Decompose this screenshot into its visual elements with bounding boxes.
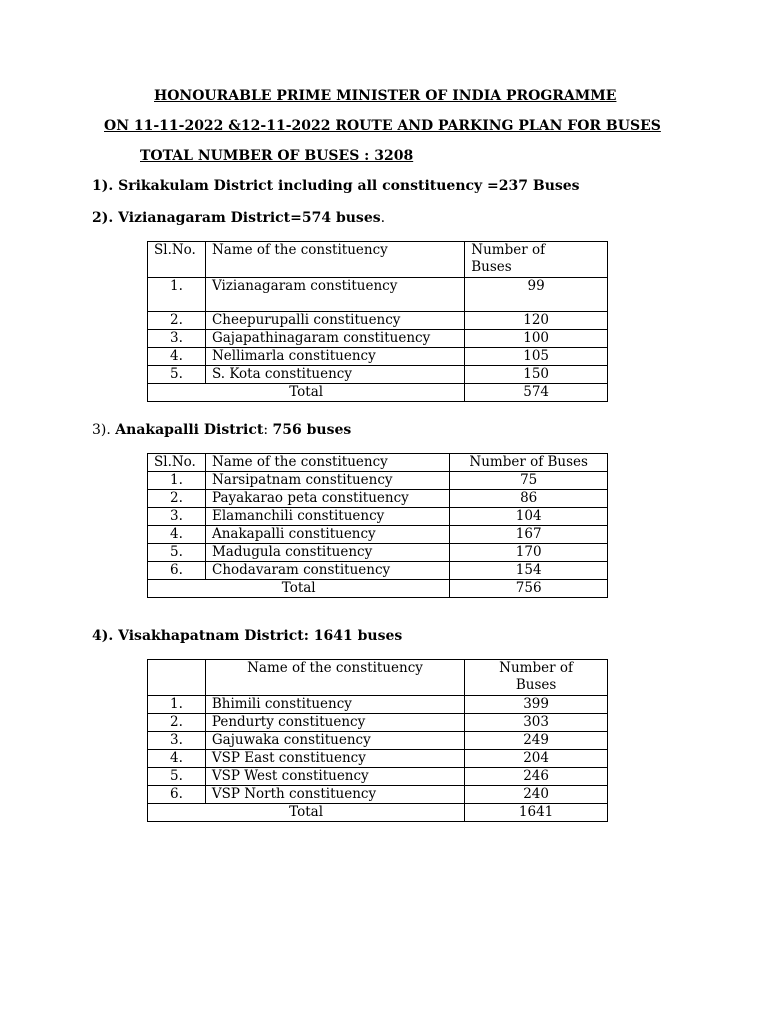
section-4-heading — [92, 628, 402, 644]
row-constituency: Gajapathinagaram constituency — [205, 330, 464, 348]
title-line-1: HONOURABLE PRIME MINISTER OF INDIA PROGRAMME — [154, 88, 617, 104]
row-sl-no: 5. — [148, 768, 206, 786]
row-constituency: Gajuwaka constituency — [205, 732, 464, 750]
section-4-label: Visakhapatnam District: 1641 buses — [118, 628, 403, 644]
table-header-row — [148, 454, 608, 472]
row-constituency: Elamanchili constituency — [205, 508, 449, 526]
row-buses: 100 — [465, 330, 608, 348]
total-value: 574 — [465, 384, 608, 402]
anakapalli-table — [147, 453, 608, 598]
vizianagaram-table — [147, 241, 608, 402]
total-label: Total — [148, 384, 465, 402]
total-label: Total — [148, 580, 450, 598]
row-buses: 240 — [465, 786, 608, 804]
row-sl-no: 2. — [148, 714, 206, 732]
row-sl-no: 4. — [148, 750, 206, 768]
row-buses: 120 — [465, 312, 608, 330]
table-row — [148, 732, 608, 750]
row-buses: 303 — [465, 714, 608, 732]
section-4-number: 4). — [92, 628, 119, 644]
header-sl-no — [148, 660, 206, 696]
table-row — [148, 768, 608, 786]
section-1-number: 1). — [92, 178, 119, 194]
row-buses: 104 — [450, 508, 608, 526]
row-constituency: Payakarao peta constituency — [205, 490, 449, 508]
header-sl-no: Sl.No. — [148, 454, 206, 472]
header-number-of-buses: Number of Buses — [465, 242, 608, 278]
table-row — [148, 544, 608, 562]
table-row — [148, 278, 608, 312]
row-buses: 249 — [465, 732, 608, 750]
header-sl-no: Sl.No. — [148, 242, 206, 278]
row-sl-no: 2. — [148, 312, 206, 330]
table-total-row — [148, 580, 608, 598]
table-row — [148, 562, 608, 580]
section-2-suffix: . — [380, 210, 386, 226]
row-sl-no: 6. — [148, 562, 206, 580]
row-constituency: Madugula constituency — [205, 544, 449, 562]
section-1-heading — [92, 178, 580, 194]
section-1-label: Srikakulam District including all constituency =237 Buses — [118, 178, 580, 194]
section-2-label: Vizianagaram District=574 buses — [118, 210, 381, 226]
table-total-row — [148, 384, 608, 402]
row-constituency: Chodavaram constituency — [205, 562, 449, 580]
row-constituency: VSP North constituency — [205, 786, 464, 804]
total-buses-line: TOTAL NUMBER OF BUSES : 3208 — [140, 148, 414, 164]
section-3-sep: : — [263, 422, 273, 438]
row-sl-no: 3. — [148, 330, 206, 348]
row-constituency: Pendurty constituency — [205, 714, 464, 732]
row-buses: 75 — [450, 472, 608, 490]
row-buses: 399 — [465, 696, 608, 714]
table-row — [148, 750, 608, 768]
section-3-count: 756 buses — [272, 422, 352, 438]
header-number-of-buses: Number of Buses — [465, 660, 608, 696]
row-constituency: Anakapalli constituency — [205, 526, 449, 544]
title-line-2: ON 11-11-2022 &12-11-2022 ROUTE AND PARKING PLAN FOR BUSES — [104, 118, 661, 134]
table-row — [148, 786, 608, 804]
row-constituency: Narsipatnam constituency — [205, 472, 449, 490]
total-label: Total — [148, 804, 465, 822]
table-row — [148, 330, 608, 348]
row-constituency: Bhimili constituency — [205, 696, 464, 714]
row-sl-no: 1. — [148, 472, 206, 490]
section-2-heading — [92, 210, 385, 226]
header-constituency: Name of the constituency — [205, 242, 464, 278]
header-constituency: Name of the constituency — [205, 660, 464, 696]
row-sl-no: 4. — [148, 526, 206, 544]
table-row — [148, 312, 608, 330]
table-header-row — [148, 242, 608, 278]
table-row — [148, 472, 608, 490]
row-sl-no: 4. — [148, 348, 206, 366]
row-sl-no: 3. — [148, 732, 206, 750]
table-row — [148, 696, 608, 714]
row-buses: 105 — [465, 348, 608, 366]
row-buses: 167 — [450, 526, 608, 544]
row-sl-no: 6. — [148, 786, 206, 804]
row-sl-no: 1. — [148, 696, 206, 714]
row-sl-no: 5. — [148, 544, 206, 562]
row-constituency: VSP West constituency — [205, 768, 464, 786]
visakhapatnam-table — [147, 659, 608, 822]
row-buses: 86 — [450, 490, 608, 508]
table-total-row — [148, 804, 608, 822]
table-row — [148, 366, 608, 384]
header-constituency: Name of the constituency — [205, 454, 449, 472]
row-sl-no: 1. — [148, 278, 206, 312]
row-constituency: Cheepurupalli constituency — [205, 312, 464, 330]
row-sl-no: 5. — [148, 366, 206, 384]
row-buses: 170 — [450, 544, 608, 562]
table-row — [148, 714, 608, 732]
row-buses: 246 — [465, 768, 608, 786]
row-sl-no: 2. — [148, 490, 206, 508]
row-buses: 150 — [465, 366, 608, 384]
table-row — [148, 348, 608, 366]
header-number-of-buses: Number of Buses — [450, 454, 608, 472]
section-3-number: 3). — [92, 422, 116, 438]
row-sl-no: 3. — [148, 508, 206, 526]
table-row — [148, 508, 608, 526]
section-3-heading — [92, 422, 351, 438]
row-constituency: S. Kota constituency — [205, 366, 464, 384]
total-value: 1641 — [465, 804, 608, 822]
row-buses: 204 — [465, 750, 608, 768]
row-constituency: Nellimarla constituency — [205, 348, 464, 366]
row-buses: 99 — [465, 278, 608, 312]
row-constituency: Vizianagaram constituency — [205, 278, 464, 312]
row-buses: 154 — [450, 562, 608, 580]
row-constituency: VSP East constituency — [205, 750, 464, 768]
section-3-label: Anakapalli District — [115, 422, 264, 438]
table-row — [148, 526, 608, 544]
table-row — [148, 490, 608, 508]
table-header-row — [148, 660, 608, 696]
total-value: 756 — [450, 580, 608, 598]
section-2-number: 2). — [92, 210, 119, 226]
